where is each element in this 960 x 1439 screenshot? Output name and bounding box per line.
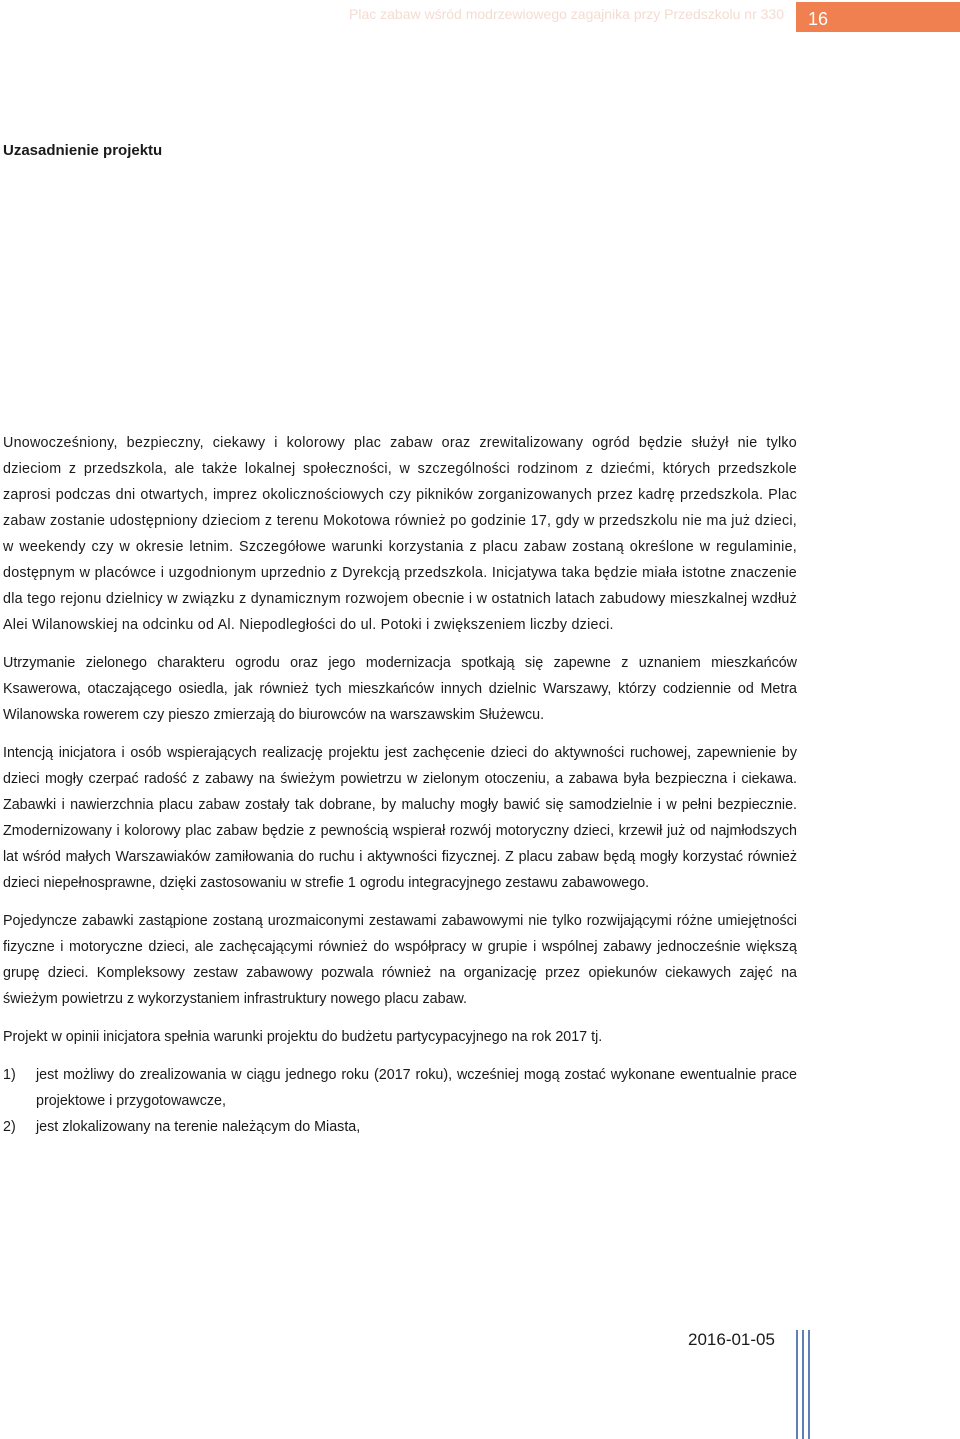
paragraph-5: Projekt w opinii inicjatora spełnia warunki projektu do budżetu partycypacyjnego na rok 2017 tj. bbox=[3, 1029, 603, 1045]
footer-bar bbox=[802, 1330, 804, 1439]
footer-bar bbox=[796, 1330, 798, 1439]
footer-bar bbox=[808, 1330, 810, 1439]
conditions-list bbox=[3, 1062, 797, 1140]
footer-date: 2016-01-05 bbox=[688, 1330, 775, 1349]
paragraph-1: Unowocześniony, bezpieczny, ciekawy i kolorowy plac zabaw oraz zrewitalizowany ogród będzie służył nie tylko dzieciom z przedszkola, ale także lokalnej społeczności, w szczególności rodzinom z dziećmi, których przedszkole zaprosi podczas dni otwartych, imprez okolicznościowych czy pikników zorganizowanych przez kadrę przedszkola. Plac zabaw zostanie udostępniony dzieciom z terenu Mokotowa również po godzinie 17, gdy w przedszkolu nie ma już dzieci, w weekendy czy w okresie letnim. Szczegółowe warunki korzystania z placu zabaw zostaną określone w regulaminie, dostępnym w placówce i uzgodnionym uprzednio z Dyrekcją przedszkola. Inicjatywa taka będzie miała istotne znaczenie dla tego rejonu dzielnicy w związku z dynamicznym rozwojem obecnie i w ostatnich latach zabudowy mieszkalnej wzdłuż Alei Wilanowskiej na odcinku od Al. Niepodległości do ul. Potoki i zwiększeniem liczby dzieci. bbox=[3, 435, 797, 633]
list-item-text: jest zlokalizowany na terenie należącym do Miasta, bbox=[36, 1119, 361, 1135]
list-item bbox=[3, 1062, 797, 1114]
list-item-text: jest możliwy do zrealizowania w ciągu jednego roku (2017 roku), wcześniej mogą zostać wykonane ewentualnie prace projektowe i przygotowawcze, bbox=[36, 1067, 797, 1109]
paragraph-3: Intencją inicjatora i osób wspierających realizację projektu jest zachęcenie dzieci do aktywności ruchowej, zapewnienie by dzieci mogły czerpać radość z zabawy na świeżym powietrzu w zielonym otoczeniu, a zabawa była bezpieczna i ciekawa. Zabawki i nawierzchnia placu zabaw zostały tak dobrane, by maluchy mogły bawić się samodzielnie i w pełni bezpiecznie. Zmodernizowany i kolorowy plac zabaw będzie z pewnością wspierał rozwój motoryczny dzieci, krzewił już od najmłodszych lat wśród małych Warszawiaków zamiłowania do ruchu i aktywności fizycznej. Z placu zabaw będą mogły korzystać również dzieci niepełnosprawne, dzięki zastosowaniu w strefie 1 ogrodu integracyjnego zestawu zabawowego. bbox=[3, 745, 797, 891]
list-item bbox=[3, 1114, 797, 1140]
page-number-badge: 16 bbox=[796, 2, 960, 32]
list-item-number: 1) bbox=[3, 1067, 16, 1083]
section-heading: Uzasadnienie projektu bbox=[3, 142, 163, 159]
list-item-number: 2) bbox=[3, 1119, 16, 1135]
footer-decorative-bars bbox=[796, 1330, 812, 1439]
document-title: Plac zabaw wśród modrzewiowego zagajnika przy Przedszkolu nr 330 bbox=[349, 6, 784, 22]
paragraph-2: Utrzymanie zielonego charakteru ogrodu oraz jego modernizacja spotkają się zapewne z uznaniem mieszkańców Ksawerowa, otaczającego osiedla, jak również tych mieszkańców innych dzielnic Warszawy, którzy codziennie od Metra Wilanowska rowerem czy pieszo zmierzają do biurowców na warszawskim Służewcu. bbox=[3, 655, 797, 723]
paragraph-4: Pojedyncze zabawki zastąpione zostaną urozmaiconymi zestawami zabawowymi nie tylko rozwijającymi różne umiejętności fizyczne i motoryczne dzieci, ale zachęcającymi również do współpracy w grupie i wspólnej zabawy jednocześnie większą grupę dzieci. Kompleksowy zestaw zabawowy pozwala również na organizację przez opiekunów ciekawych zajęć na świeżym powietrzu z wykorzystaniem infrastruktury nowego placu zabaw. bbox=[3, 913, 797, 1007]
body-content bbox=[3, 430, 797, 1140]
